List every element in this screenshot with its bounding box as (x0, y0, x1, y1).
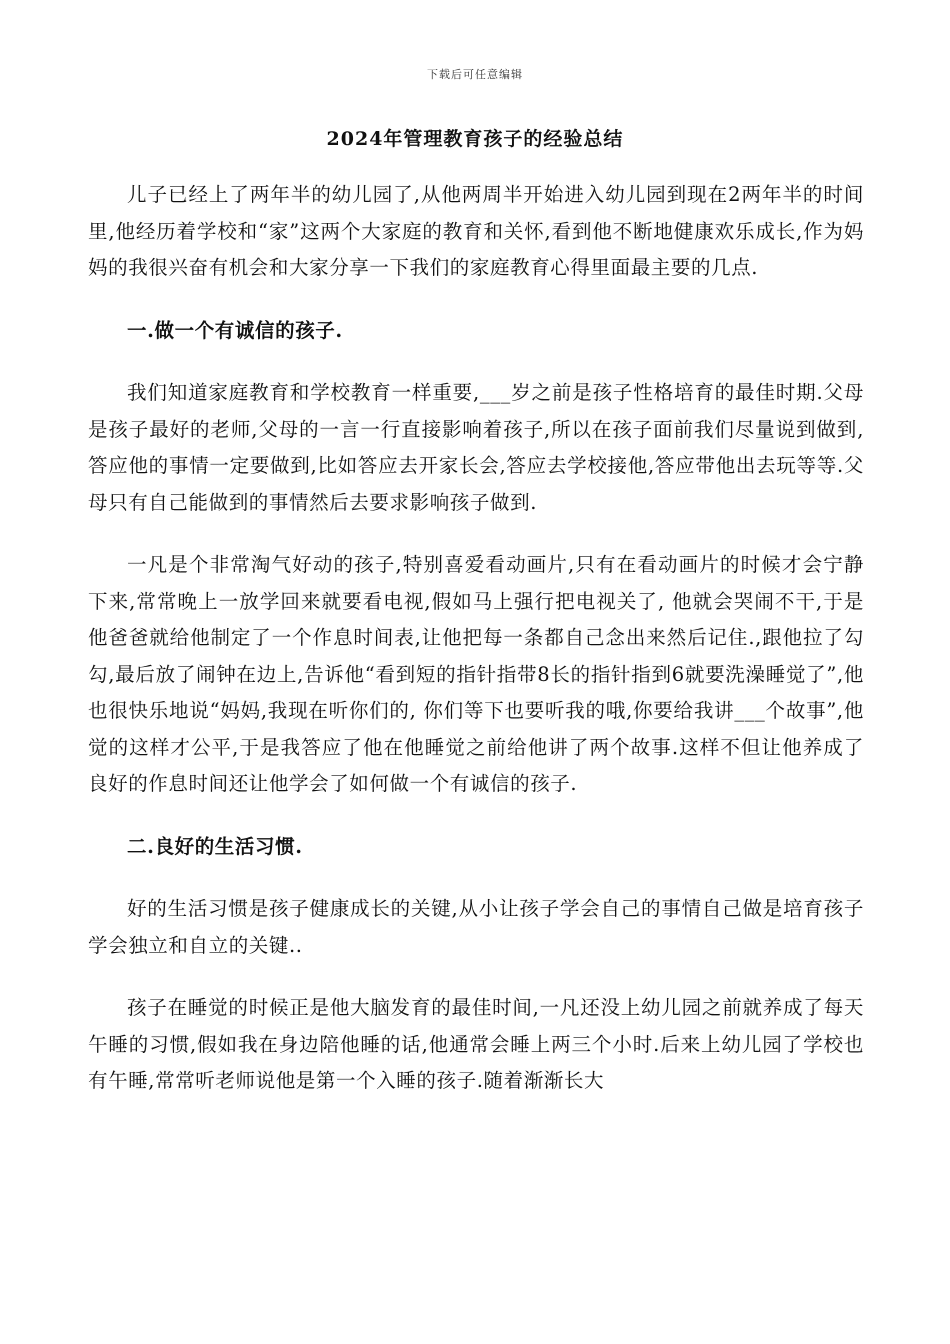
section-heading-1: 一.做一个有诚信的孩子. (127, 318, 343, 342)
body-paragraph: 孩子在睡觉的时候正是他大脑发育的最佳时间,一凡还没上幼儿园之前就养成了每天午睡的习惯,假如我在身边陪他睡的话,他通常会睡上两三个小时.后来上幼儿园了学校也有午睡,常常听老师说他是第一个入睡的孩子.随着渐渐长大 (88, 996, 864, 1092)
body-paragraph: 我们知道家庭教育和学校教育一样重要,___岁之前是孩子性格培育的最佳时期.父母是孩子最好的老师,父母的一言一行直接影响着孩子,所以在孩子面前我们尽量说到做到,答应他的事情一定要做到,比如答应去开家长会,答应去学校接他,答应带他出去玩等等.父母只有自己能做到的事情然后去要求影响孩子做到. (88, 381, 864, 514)
body-paragraph: 一凡是个非常淘气好动的孩子,特别喜爱看动画片,只有在看动画片的时候才会宁静下来,常常晚上一放学回来就要看电视,假如马上强行把电视关了, 他就会哭闹不干,于是他爸爸就给他制定了一个作息时间表,让他把每一条都自己念出来然后记住.,跟他拉了勾勾,最后放了闹钟在边上,告诉他“看到短的指针指带8长的指针指到6就要洗澡睡觉了”,他也很快乐地说“妈妈,我现在听你们的, 你们等下也要听我的哦,你要给我讲___个故事”,他觉的这样才公平,于是我答应了他在他睡觉之前给他讲了两个故事.这样不但让他养成了良好的作息时间还让他学会了如何做一个有诚信的孩子. (88, 553, 864, 795)
section-heading-2: 二.良好的生活习惯. (127, 834, 303, 858)
document-body (88, 177, 864, 1126)
intro-paragraph: 儿子已经上了两年半的幼儿园了,从他两周半开始进入幼儿园到现在2两年半的时间里,他经历着学校和“家”这两个大家庭的教育和关怀,看到他不断地健康欢乐成长,作为妈妈的我很兴奋有机会和大家分享一下我们的家庭教育心得里面最主要的几点. (88, 183, 864, 279)
body-paragraph: 好的生活习惯是孩子健康成长的关键,从小让孩子学会自己的事情自己做是培育孩子学会独立和自立的关键.. (88, 897, 864, 957)
header-note: 下载后可任意编辑 (427, 68, 523, 81)
document-title: 2024年管理教育孩子的经验总结 (326, 128, 624, 150)
